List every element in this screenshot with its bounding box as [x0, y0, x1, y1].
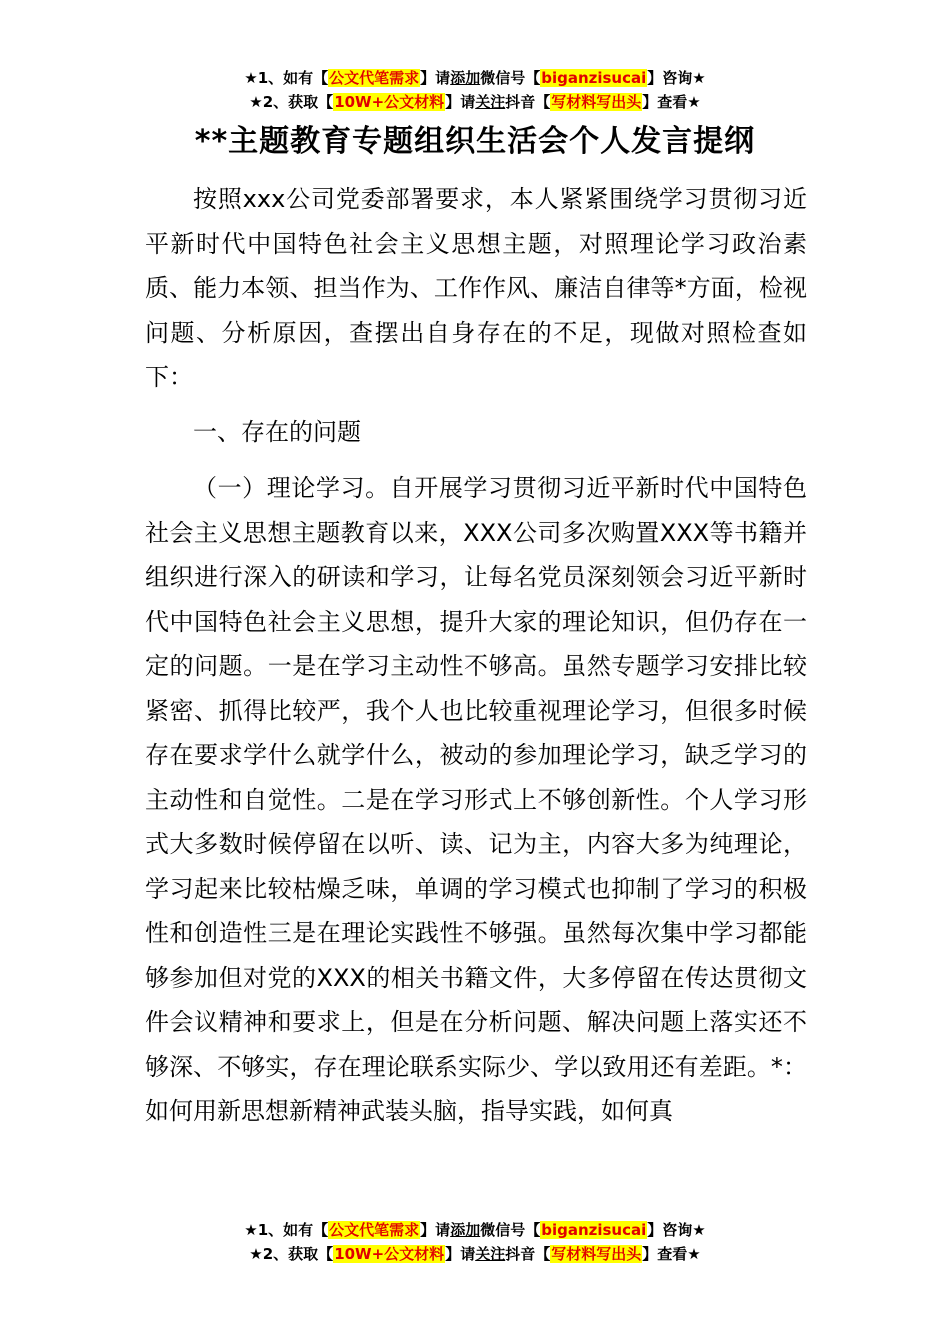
document-title: **主题教育专题组织生活会个人发言提纲 [194, 124, 756, 159]
banner-underlined: 添加 [450, 69, 481, 87]
banner-text: 抖音【 [505, 1245, 551, 1263]
banner-underlined: 关注 [475, 1245, 506, 1263]
banner-highlight: 写材料写出头 [551, 1245, 642, 1263]
banner-text: ★1、如有【 [244, 1221, 329, 1239]
banner-text: 微信号【 [480, 1221, 541, 1239]
intro-paragraph: 按照xxx公司党委部署要求，本人紧紧围绕学习贯彻习近平新时代中国特色社会主义思想主题，对照理论学习政治素质、能力本领、担当作为、工作作风、廉洁自律等*方面，检视问题、分析原因，查摆出自身存在的不足，现做对照检查如下： [145, 185, 807, 391]
banner-text: ★2、获取【 [249, 93, 334, 111]
banner-line-2 [0, 90, 950, 114]
section-1-block [145, 466, 807, 1134]
banner-text: 】请 [420, 1221, 451, 1239]
banner-text: 微信号【 [480, 69, 541, 87]
banner-text: 】请 [420, 69, 451, 87]
banner-highlight: 公文代笔需求 [329, 69, 420, 87]
banner-text: 抖音【 [505, 93, 551, 111]
banner-text: 】咨询★ [647, 1221, 706, 1239]
header-banner [0, 66, 950, 114]
banner-highlight: 公文代笔需求 [329, 1221, 420, 1239]
banner-line-2 [0, 1242, 950, 1266]
section-heading: 一、存在的问题 [193, 418, 361, 446]
banner-text: 】查看★ [642, 93, 701, 111]
banner-highlight: biganzisucai [541, 69, 647, 87]
banner-text: ★2、获取【 [249, 1245, 334, 1263]
banner-text: 】请 [445, 1245, 476, 1263]
banner-text: ★1、如有【 [244, 69, 329, 87]
banner-highlight: 10W+公文材料 [334, 1245, 445, 1263]
section-1-paragraph: （一）理论学习。自开展学习贯彻习近平新时代中国特色社会主义思想主题教育以来，XXX公司多次购置XXX等书籍并组织进行深入的研读和学习，让每名党员深刻领会习近平新时代中国特色社会主义思想，提升大家的理论知识，但仍存在一定的问题。一是在学习主动性不够高。虽然专题学习安排比较紧密、抓得比较严，我个人也比较重视理论学习，但很多时候存在要求学什么就学什么，被动的参加理论学习，缺乏学习的主动性和自觉性。二是在学习形式上不够创新性。个人学习形式大多数时候停留在以听、读、记为主，内容大多为纯理论，学习起来比较枯燥乏味，单调的学习模式也抑制了学习的积极性和创造性三是在理论实践性不够强。虽然每次集中学习都能够参加但对党的XXX的相关书籍文件，大多停留在传达贯彻文件会议精神和要求上，但是在分析问题、解决问题上落实还不够深、不够实，存在理论联系实际少、学以致用还有差距。*：如何用新思想新精神武装头脑，指导实践，如何真 [145, 474, 807, 1125]
banner-text: 】咨询★ [647, 69, 706, 87]
banner-text: 】请 [445, 93, 476, 111]
banner-underlined: 关注 [475, 93, 506, 111]
footer-banner [0, 1218, 950, 1266]
banner-highlight: 10W+公文材料 [334, 93, 445, 111]
banner-line-1 [0, 1218, 950, 1242]
banner-text: 】查看★ [642, 1245, 701, 1263]
banner-highlight: 写材料写出头 [551, 93, 642, 111]
intro-block [145, 177, 807, 400]
banner-underlined: 添加 [450, 1221, 481, 1239]
section-heading-block [145, 410, 807, 455]
banner-line-1 [0, 66, 950, 90]
banner-highlight: biganzisucai [541, 1221, 647, 1239]
